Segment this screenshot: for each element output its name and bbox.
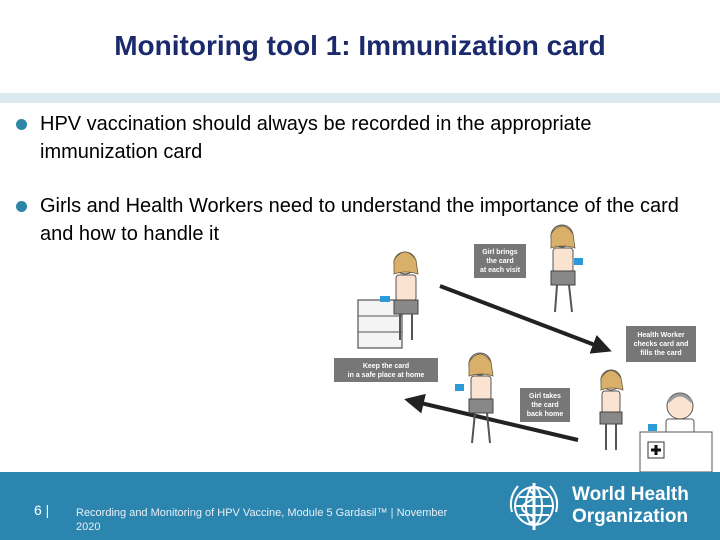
girl-at-clinic-icon — [600, 370, 623, 450]
label-brings-line: Girl brings — [482, 249, 518, 256]
bullet-dot-icon — [16, 201, 27, 212]
bullet-text: Girls and Health Workers need to understand the importance of the card and how to handle it — [40, 195, 679, 245]
footer-text: Recording and Monitoring of HPV Vaccine, Module 5 Gardasil™ | November 2020 — [76, 507, 448, 533]
page-number: 6 | — [34, 502, 50, 518]
label-health-worker — [626, 326, 696, 362]
label-keep-card — [334, 358, 438, 382]
label-takes-line: the card — [531, 402, 559, 409]
label-keep-line: Keep the card — [362, 363, 410, 370]
bullet-text: HPV vaccination should always be recorded in the appropriate immunization card — [40, 113, 592, 163]
label-brings-line: the card — [486, 258, 514, 265]
label-girl-takes — [520, 388, 570, 422]
title-divider — [0, 93, 720, 103]
label-checks-line: fills the card — [640, 350, 682, 357]
arrow-to-clinic-icon — [440, 286, 608, 350]
who-logo-line: Organization — [572, 506, 689, 527]
label-girl-brings — [474, 244, 526, 278]
bullet-dot-icon — [16, 119, 27, 130]
bullet-item — [16, 110, 696, 166]
card-cycle-illustration — [330, 218, 720, 474]
label-brings-line: at each visit — [479, 267, 521, 274]
slide-title: Monitoring tool 1: Immunization card — [114, 30, 606, 61]
girl-walking-icon — [551, 225, 583, 312]
label-keep-line: in a safe place at home — [347, 372, 425, 379]
who-logo-text — [572, 484, 689, 528]
girl-going-home-icon — [455, 353, 493, 443]
label-takes-line: Girl takes — [529, 393, 561, 400]
label-checks-line: checks card and — [633, 341, 689, 348]
health-worker-icon — [640, 393, 712, 472]
label-checks-line: Health Worker — [637, 332, 685, 339]
label-takes-line: back home — [526, 411, 564, 418]
who-logo-line: World Health — [572, 484, 689, 505]
